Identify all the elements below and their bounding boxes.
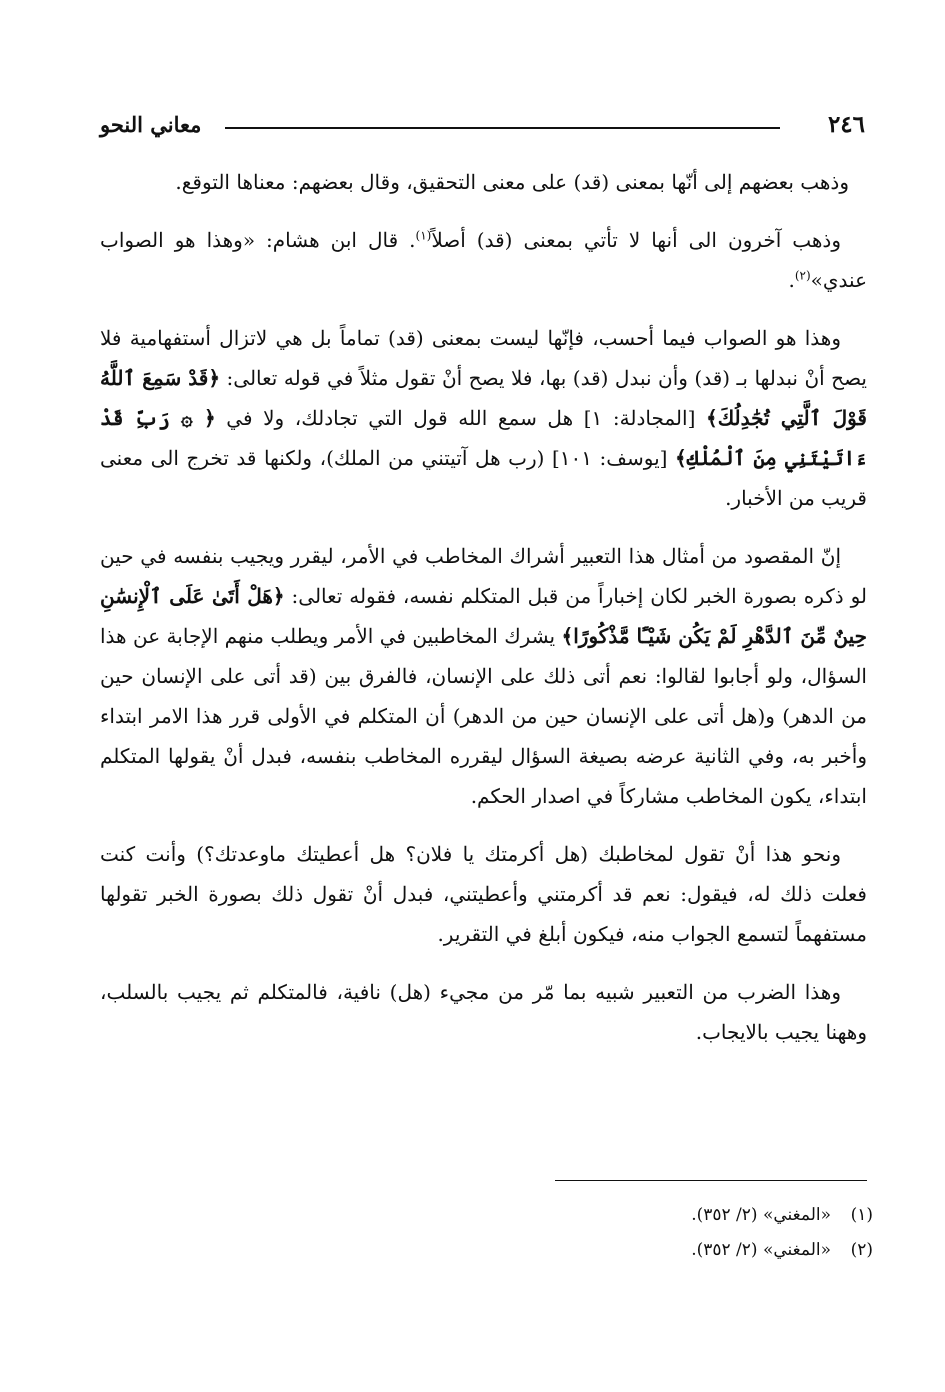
footnote-2-text: «المغني» (٢/ ٣٥٢).: [691, 1240, 831, 1260]
book-title: معاني النحو: [100, 112, 202, 137]
footnote-2: [300, 1233, 873, 1268]
quran-quote-insan: ﴿هَلْ أَتَىٰ عَلَى ٱلْإِنسَٰنِ حِينٌ مِّنَ ٱلدَّهْرِ لَمْ يَكُن شَيْـًٔا مَّذْكُورًا﴾: [100, 584, 867, 648]
paragraph-5-text: ونحو هذا أنْ تقول لمخاطبك (هل أكرمتك يا فلان؟ هل أعطيتك ماوعدتك؟) وأنت كنت فعلت ذلك له، فيقول: نعم قد أكرمتني وأعطيتني، فبدل أنْ تقول ذلك بصورة الخبر تقولها مستفهماً لتسمع الجواب منه، فيكون أبلغ في التقرير.: [100, 842, 867, 946]
paragraph-5: [100, 834, 867, 954]
page-number: ٢٤٦: [827, 111, 865, 138]
footnote-1-number: (١): [850, 1205, 873, 1225]
footnote-1-text: «المغني» (٢/ ٣٥٢).: [691, 1205, 831, 1225]
quran-quote-mujadila: ﴿قَدْ سَمِعَ ٱللَّهُ قَوْلَ ٱلَّتِي تُجَٰدِلُكَ﴾: [100, 366, 867, 430]
paragraph-2-text-c: .: [788, 268, 795, 292]
paragraph-2: [100, 220, 867, 300]
paragraph-1: [100, 162, 867, 202]
paragraph-3-text-c: [يوسف: ١٠١] (رب هل آتيتني من الملك)، ولكنها قد تخرج الى معنى قريب من الأخبار.: [100, 446, 867, 510]
footnote-ref-1: (١): [415, 228, 432, 243]
header-rule: [225, 127, 780, 129]
footnote-ref-2: (٢): [794, 268, 811, 283]
paragraph-3: [100, 318, 867, 518]
paragraph-2-text-b: . قال ابن هشام: «وهذا هو الصواب عندي»: [100, 228, 867, 292]
paragraph-4: [100, 536, 867, 816]
quran-quote-yusuf: ﴿ ۞ رَبِّ قَدْ ءَاتَيْتَنِي مِنَ ٱلْمُلْكِ﴾: [100, 406, 867, 470]
paragraph-6-text: وهذا الضرب من التعبير شبيه بما مّر من مجيء (هل) نافية، فالمتكلم ثم يجيب بالسلب، وههنا يجيب بالايجاب.: [100, 980, 867, 1044]
footnotes: [300, 1198, 873, 1268]
body-text: [100, 162, 867, 1070]
paragraph-4-text-b: يشرك المخاطبين في الأمر ويطلب منهم الإجابة عن هذا السؤال، ولو أجابوا لقالوا: نعم أتى ذلك على الإنسان، فالفرق بين (قد أتى على الإنسان حين من الدهر) و(هل أتى على الإنسان حين من الدهر) أن المتكلم في الأولى قرر هذا الامر ابتداء وأخبر به، وفي الثانية عرضه بصيغة السؤال ليقرره المخاطب بنفسه، فبدل أنْ يقولها المتكلم ابتداء، يكون المخاطب مشاركاً في اصدار الحكم.: [100, 624, 867, 808]
paragraph-3-text-a: وهذا هو الصواب فيما أحسب، فإنّها ليست بمعنى (قد) تماماً بل هي لاتزال أستفهامية فلا يصح أنْ نبدلها بـ (قد) وأن نبدل (قد) بها، فلا يصح أنْ تقول مثلاً في قوله تعالى:: [100, 326, 867, 390]
paragraph-6: [100, 972, 867, 1052]
paragraph-1-text: وذهب بعضهم إلى أنّها بمعنى (قد) على معنى التحقيق، وقال بعضهم: معناها التوقع.: [175, 170, 849, 194]
footnote-2-number: (٢): [850, 1240, 873, 1260]
page-header: [100, 110, 865, 146]
paragraph-2-text-a: وذهب آخرون الى أنها لا تأتي بمعنى (قد) أصلاً: [431, 228, 841, 252]
footnotes-divider: [555, 1180, 867, 1181]
footnote-1: [300, 1198, 873, 1233]
paragraph-4-text-a: إنّ المقصود من أمثال هذا التعبير أشراك المخاطب في الأمر، ليقرر ويجيب بنفسه في حين لو ذكره بصورة الخبر لكان إخباراً من قبل المتكلم نفسه، فقوله تعالى:: [100, 544, 868, 608]
paragraph-3-text-b: [المجادلة: ١] هل سمع الله قول التي تجادلك، ولا في: [215, 406, 706, 430]
